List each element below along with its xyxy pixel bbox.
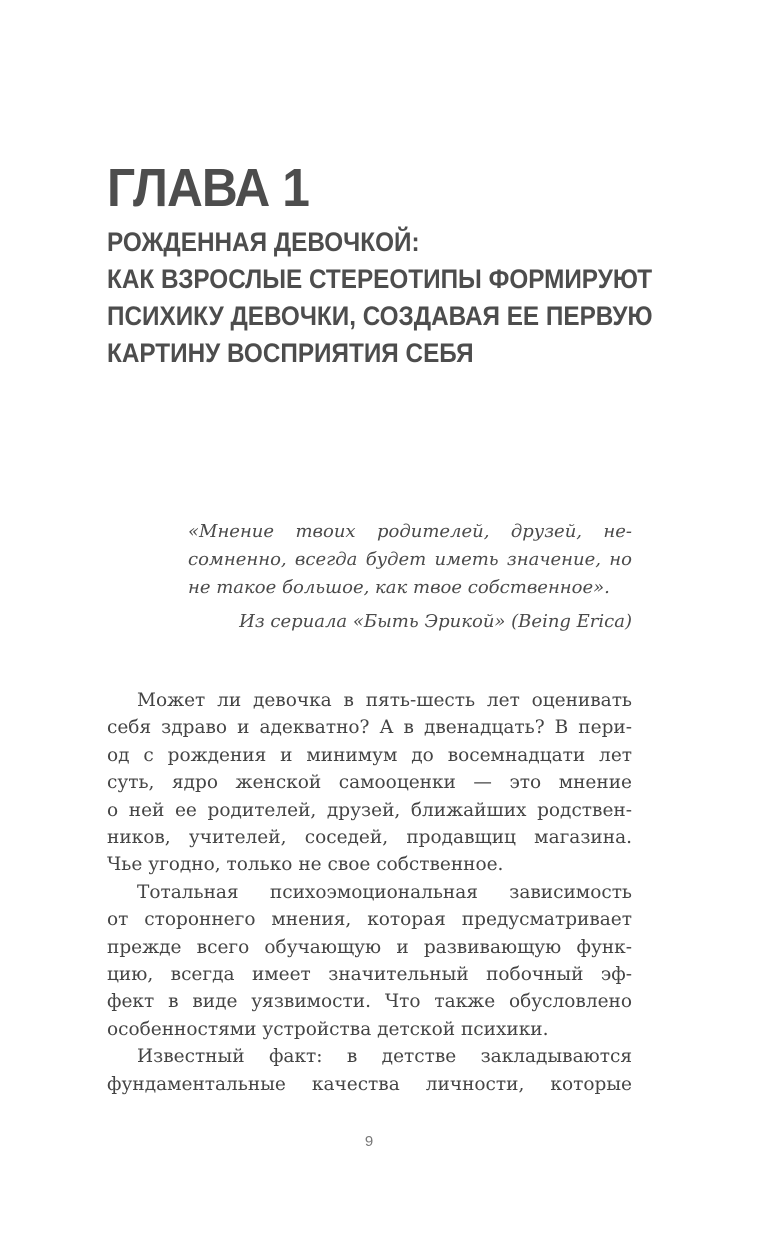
text-line: Может ли девочка в пять-шесть лет оценивать: [137, 690, 632, 711]
epigraph: [188, 518, 632, 636]
epigraph-source: Из сериала «Быть Эрикой» (Being Erica): [239, 611, 632, 632]
text-line: Чье угодно, только не свое собственное.: [107, 854, 504, 876]
chapter-subtitle-line: КАК ВЗРОСЛЫЕ СТЕРЕОТИПЫ ФОРМИРУЮТ: [107, 264, 653, 294]
chapter-subtitle-line: КАРТИНУ ВОСПРИЯТИЯ СЕБЯ: [107, 338, 474, 368]
chapter-heading: [107, 158, 667, 372]
paragraph: [107, 687, 632, 879]
text-line: од с рождения и минимум до восемнадцати лет: [107, 744, 632, 766]
paragraph: [107, 1043, 632, 1098]
text-line: фект в виде уязвимости. Что также обусловлено: [107, 991, 632, 1013]
epigraph-quote-line: сомненно, всегда будет иметь значение, но: [188, 549, 632, 570]
epigraph-quote-line: «Мнение твоих родителей, друзей, не-: [188, 521, 632, 542]
text-line: Известный факт: в детстве закладываются: [137, 1046, 632, 1068]
chapter-subtitle: [107, 224, 653, 372]
text-line: прежде всего обучающую и развивающую функ-: [107, 936, 632, 958]
paragraph: [107, 879, 632, 1043]
text-line: Тотальная психоэмоциональная зависимость: [137, 881, 632, 903]
epigraph-quote: [188, 518, 632, 602]
chapter-subtitle-line: ПСИХИКУ ДЕВОЧКИ, СОЗДАВАЯ ЕЕ ПЕРВУЮ: [107, 301, 653, 331]
text-line: особенностями устройства детской психики.: [107, 1018, 549, 1040]
text-line: о ней ее родителей, друзей, ближайших родствен-: [107, 799, 632, 821]
chapter-subtitle-line: РОЖДЕННАЯ ДЕВОЧКОЙ:: [107, 227, 420, 257]
text-line: себя здраво и адекватно? А в двенадцать? В пери-: [107, 717, 632, 739]
text-line: от стороннего мнения, которая предусматривает: [107, 909, 632, 931]
epigraph-quote-line: не такое большое, как твое собственное».: [188, 577, 610, 598]
text-line: цию, всегда имеет значительный побочный эф-: [107, 964, 632, 986]
body-text: [107, 687, 632, 1098]
text-line: ников, учителей, соседей, продавщиц магазина.: [107, 827, 632, 849]
chapter-title: ГЛАВА 1: [107, 158, 309, 218]
text-line: фундаментальные качества личности, которые: [107, 1073, 632, 1095]
page-number: 9: [364, 1133, 374, 1150]
text-line: суть, ядро женской самооценки — это мнение: [107, 772, 632, 794]
